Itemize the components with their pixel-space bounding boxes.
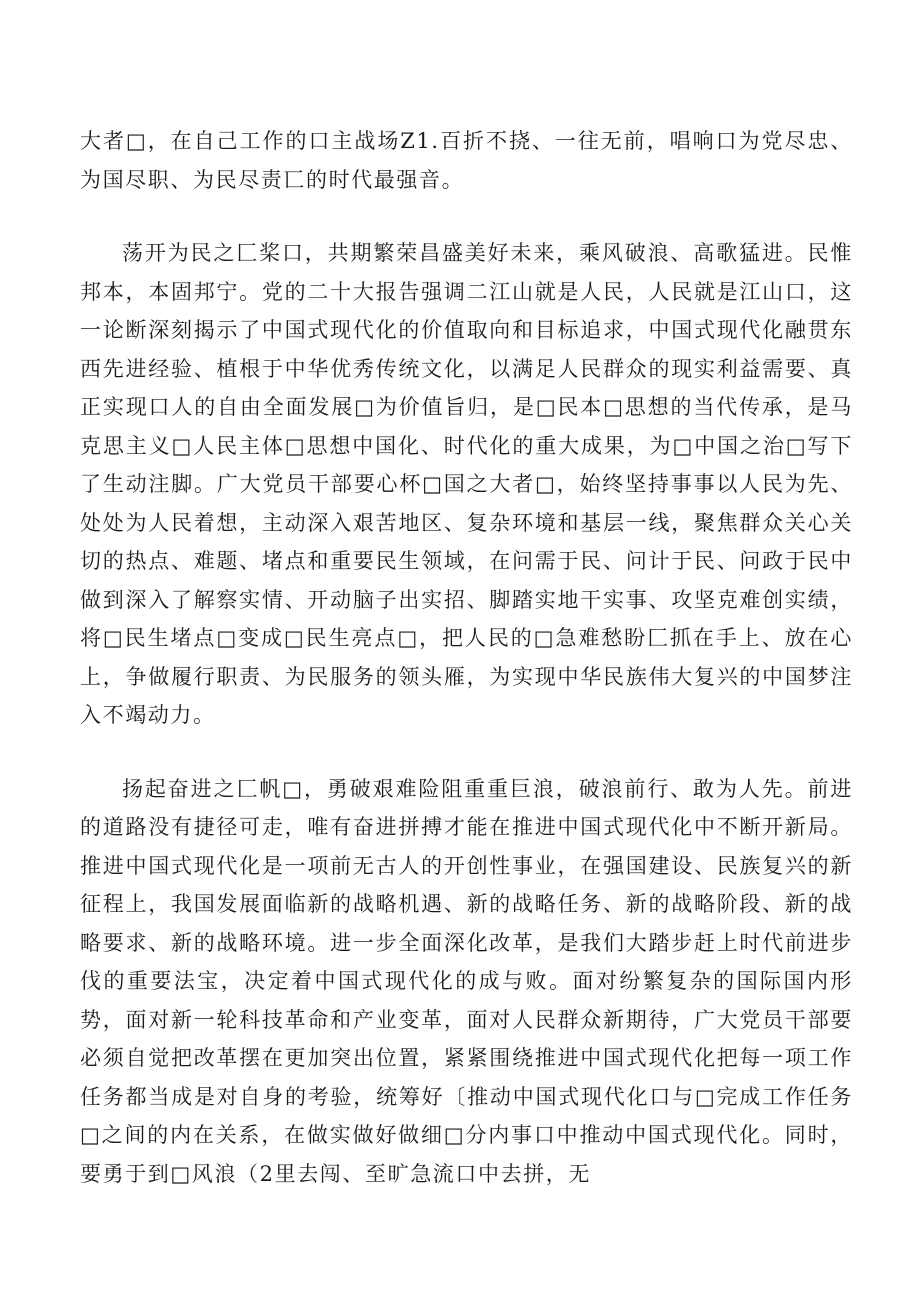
document-body — [80, 122, 853, 1193]
paragraph-reform-progress: 扬起奋进之匚帆□，勇破艰难险阻重重巨浪，破浪前行、敢为人先。前进的道路没有捷径可走，唯有奋进拼搏才能在推进中国式现代化中不断开新局。推进中国式现代化是一项前无古人的开创性事业，在强国建设、民族复兴的新征程上，我国发展面临新的战略机遇、新的战略任务、新的战略阶段、新的战略要求、新的战略环境。进一步全面深化改革，是我们大踏步赶上时代前进步伐的重要法宝，决定着中国式现代化的成与败。面对纷繁复杂的国际国内形势，面对新一轮科技革命和产业变革，面对人民群众新期待，广大党员干部要必须自觉把改革摆在更加突出位置，紧紧围绕推进中国式现代化把每一项工作任务都当成是对自身的考验，统筹好〔推动中国式现代化口与□完成工作任务□之间的内在关系，在做实做好做细□分内事口中推动中国式现代化。同时，要勇于到□风浪（2里去闯、至旷急流口中去拼，无 — [80, 776, 853, 1186]
paragraph-people-centered: 荡开为民之匚桨口，共期繁荣昌盛美好未来，乘风破浪、高歌猛进。民惟邦本，本固邦宁。党的二十大报告强调二江山就是人民，人民就是江山口，这一论断深刻揭示了中国式现代化的价值取向和目标追求，中国式现代化融贯东西先进经验、植根于中华优秀传统文化，以满足人民群众的现实利益需要、真正实现口人的自由全面发展□为价值旨归，是□民本□思想的当代传承，是马克思主义□人民主体□思想中国化、时代化的重大成果，为□中国之治□写下了生动注脚。广大党员干部要心杯□国之大者□，始终坚持事事以人民为先、处处为人民着想，主动深入艰苦地区、复杂环境和基层一线，聚焦群众关心关切的热点、难题、堵点和重要民生领域，在问需于民、问计于民、问政于民中做到深入了解察实情、开动脑子出实招、脚踏实地干实事、攻坚克难创实绩，将□民生堵点□变成□民生亮点□，把人民的□急难愁盼匚抓在手上、放在心上，争做履行职责、为民服务的领头雁，为实现中华民族伟大复兴的中国梦注入不竭动力。 — [80, 241, 853, 727]
paragraph-continuation: 大者□，在自己工作的口主战场Z1.百折不挠、一往无前，唱响口为党尽忠、为国尽职、为民尽责匸的时代最强音。 — [80, 129, 853, 192]
